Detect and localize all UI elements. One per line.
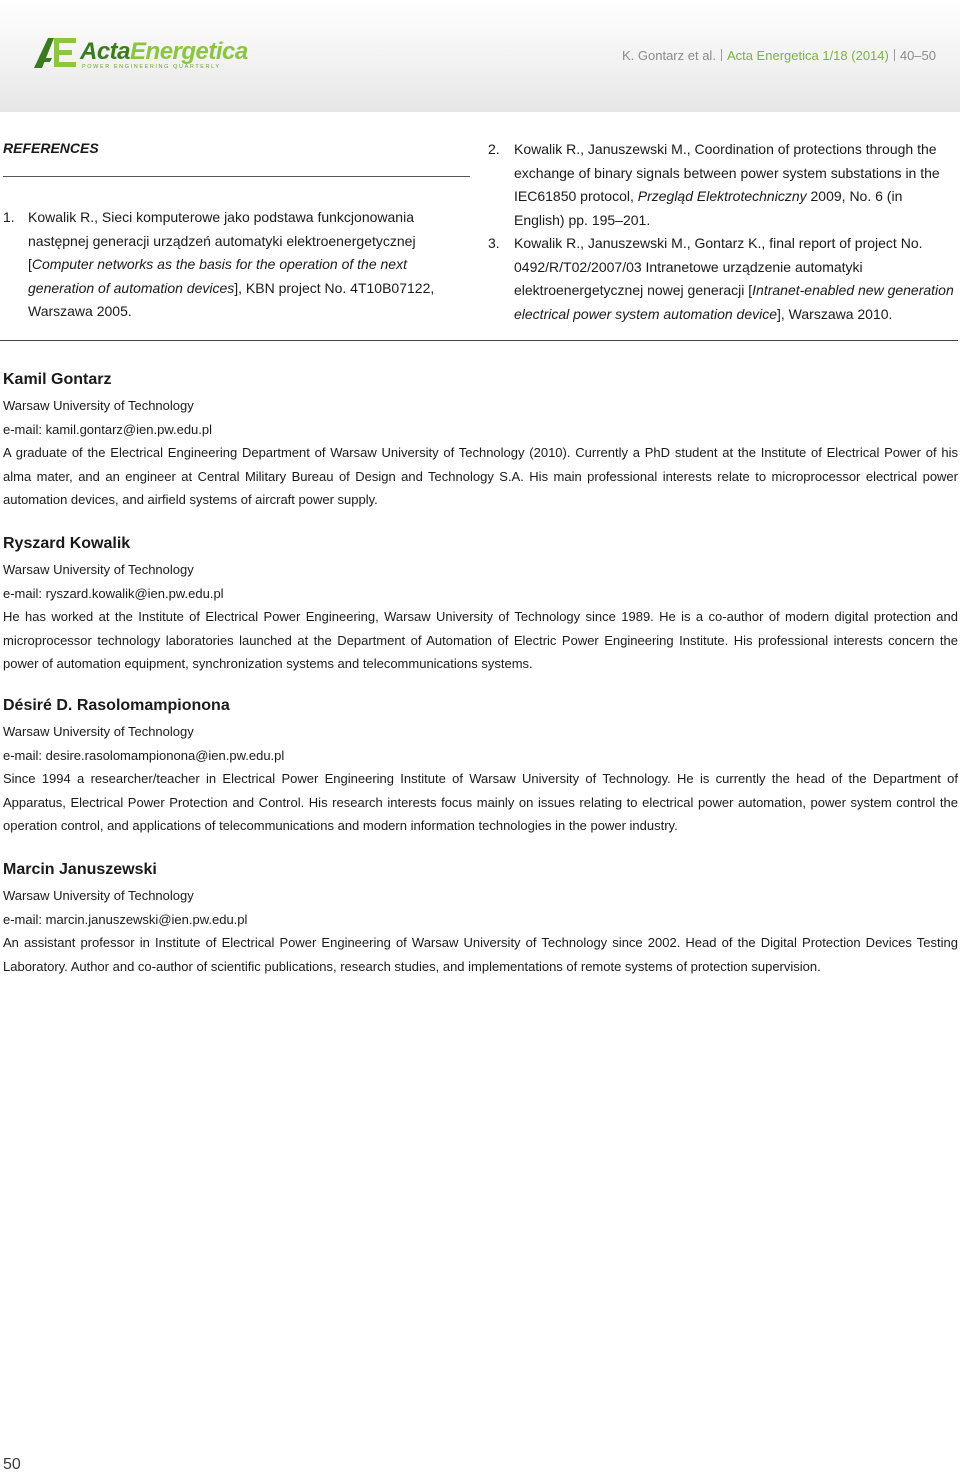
author-email: e-mail: ryszard.kowalik@ien.pw.edu.pl	[3, 585, 224, 601]
author-bio	[3, 696, 958, 838]
page-number: 50	[3, 1456, 21, 1473]
references-divider	[3, 176, 470, 177]
references-heading: REFERENCES	[3, 140, 99, 156]
page-header	[0, 0, 960, 112]
section-divider	[0, 340, 958, 341]
author-email: e-mail: kamil.gontarz@ien.pw.edu.pl	[3, 421, 213, 437]
acta-energetica-logo-icon	[32, 36, 78, 70]
reference-number: 3.	[488, 235, 500, 251]
reference-text: Kowalik R., Januszewski M., Coordination of protections through the exchange of binary signals between power system substations in the IEC61850 protocol, Przegląd Elektrotechniczny 2009, No. 6 (in English) pp. 195–201.	[514, 141, 940, 228]
reference-text: Kowalik R., Sieci komputerowe jako podstawa funkcjonowania następnej generacji urządzeń automatyki elektroenergetycznej [Computer networks as the basis for the operation of the next generation of automation devices], KBN project No. 4T10B07122, Warszawa 2005.	[28, 209, 435, 319]
author-description: An assistant professor in Institute of Electrical Power Engineering of Warsaw University of Technology since 2002. Head of the Digital Protection Devices Testing Laboratory. Author and co-author of scientific publications, research studies, and implementations of remote systems of protection supervision.	[3, 935, 958, 974]
header-authors: K. Gontarz et al.	[622, 48, 716, 63]
reference-number: 2.	[488, 141, 500, 157]
author-bio	[3, 860, 958, 978]
header-journal: Acta Energetica	[726, 48, 819, 63]
running-header	[622, 48, 936, 63]
journal-logo	[32, 36, 282, 76]
header-separator	[721, 49, 722, 61]
author-description: He has worked at the Institute of Electrical Power Engineering, Warsaw University of Technology since 1989. He is a co-author of modern digital protection and microprocessor technology laboratories launched at the Department of Automation of Electric Power Engineering Institute. His professional interests concern the power of automation equipment, synchronization systems and telecommunications systems.	[3, 609, 958, 671]
header-issue: 1/18 (2014)	[822, 48, 889, 63]
reference-number: 1.	[3, 209, 15, 225]
author-affiliation: Warsaw University of Technology	[3, 398, 194, 413]
logo-tagline: POWER ENGINEERING QUARTERLY	[82, 64, 221, 70]
logo-wordmark: ActaEnergetica	[80, 38, 248, 65]
author-name: Ryszard Kowalik	[3, 535, 131, 552]
author-email: e-mail: desire.rasolomampionona@ien.pw.edu.pl	[3, 747, 285, 763]
author-email: e-mail: marcin.januszewski@ien.pw.edu.pl	[3, 911, 248, 927]
header-pages: 40–50	[899, 48, 936, 63]
author-name: Désiré D. Rasolomampionona	[3, 697, 230, 714]
author-name: Marcin Januszewski	[3, 861, 157, 878]
header-separator	[894, 49, 895, 61]
author-description: Since 1994 a researcher/teacher in Electrical Power Engineering Institute of Warsaw University of Technology. He is currently the head of the Department of Apparatus, Electrical Power Protection and Control. His research interests focus mainly on issues relating to electrical power automation, power system control the operation control, and applications of telecommunications and modern information technologies in the power industry.	[3, 771, 958, 833]
author-bio	[3, 534, 958, 676]
author-affiliation: Warsaw University of Technology	[3, 724, 194, 739]
author-affiliation: Warsaw University of Technology	[3, 562, 194, 577]
reference-text: Kowalik R., Januszewski M., Gontarz K., final report of project No. 0492/R/T02/2007/03 Intranetowe urządzenie automatyki elektroenergetycznej nowej generacji [Intranet-enabled new generation electrical power system automation device], Warszawa 2010.	[514, 235, 954, 322]
author-affiliation: Warsaw University of Technology	[3, 888, 194, 903]
author-description: A graduate of the Electrical Engineering Department of Warsaw University of Technology (2010). Currently a PhD student at the Institute of Electrical Power of his alma mater, and an engineer at Central Military Bureau of Design and Technology S.A. His main professional interests relate to microprocessor electrical power automation devices, and airfield systems of aircraft power supply.	[3, 445, 958, 507]
author-bio	[3, 370, 958, 512]
author-name: Kamil Gontarz	[3, 371, 112, 388]
